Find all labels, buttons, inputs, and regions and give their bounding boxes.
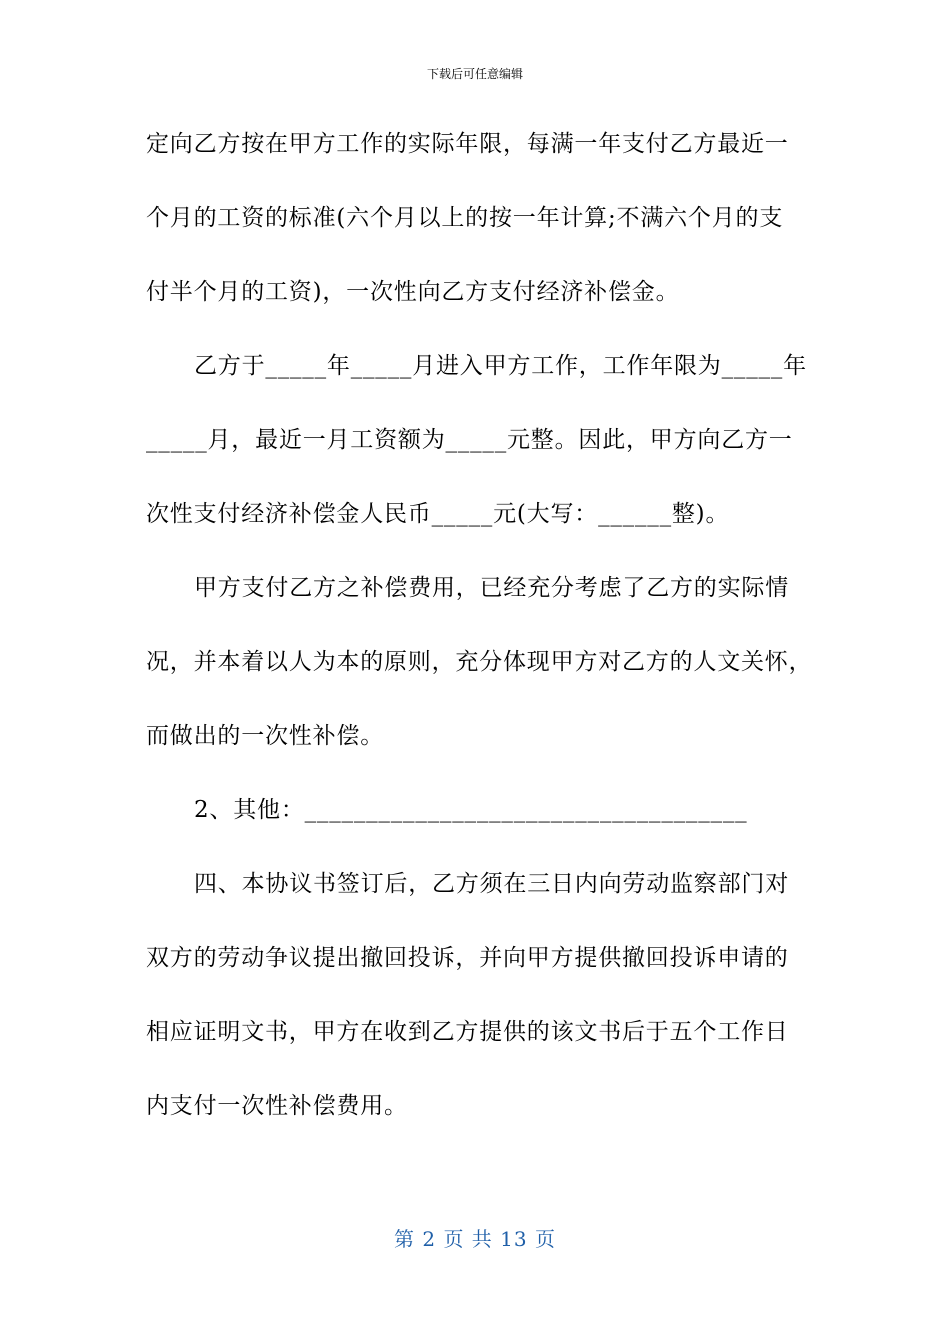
page-number-footer: 第 2 页 共 13 页 — [394, 1227, 556, 1251]
paragraph-line: _____月，最近一月工资额为_____元整。因此，甲方向乙方一 — [146, 427, 793, 453]
paragraph-line: 甲方支付乙方之补偿费用，已经充分考虑了乙方的实际情 — [194, 575, 789, 601]
paragraph-line: 个月的工资的标准(六个月以上的按一年计算;不满六个月的支 — [146, 205, 784, 231]
page-header: 下载后可任意编辑 — [426, 67, 523, 81]
paragraph-line: 况，并本着以人为本的原则，充分体现甲方对乙方的人文关怀， — [146, 649, 813, 675]
paragraph-line: 乙方于_____年_____月进入甲方工作，工作年限为_____年 — [194, 353, 807, 379]
paragraph-line: 付半个月的工资)，一次性向乙方支付经济补偿金。 — [146, 279, 680, 305]
paragraph-line: 定向乙方按在甲方工作的实际年限，每满一年支付乙方最近一 — [146, 131, 789, 157]
paragraph-line: 内支付一次性补偿费用。 — [146, 1093, 408, 1119]
document-body — [146, 122, 813, 1158]
paragraph-line: 相应证明文书，甲方在收到乙方提供的该文书后于五个工作日 — [146, 1019, 789, 1045]
paragraph-line: 四、本协议书签订后，乙方须在三日内向劳动监察部门对 — [194, 871, 789, 897]
paragraph-line: 次性支付经济补偿金人民币_____元(大写：______整)。 — [146, 501, 730, 527]
paragraph-line: 而做出的一次性补偿。 — [146, 723, 384, 749]
paragraph-line: 2、其他：____________________________________ — [194, 797, 748, 823]
paragraph-line: 双方的劳动争议提出撤回投诉，并向甲方提供撤回投诉申请的 — [146, 945, 789, 971]
